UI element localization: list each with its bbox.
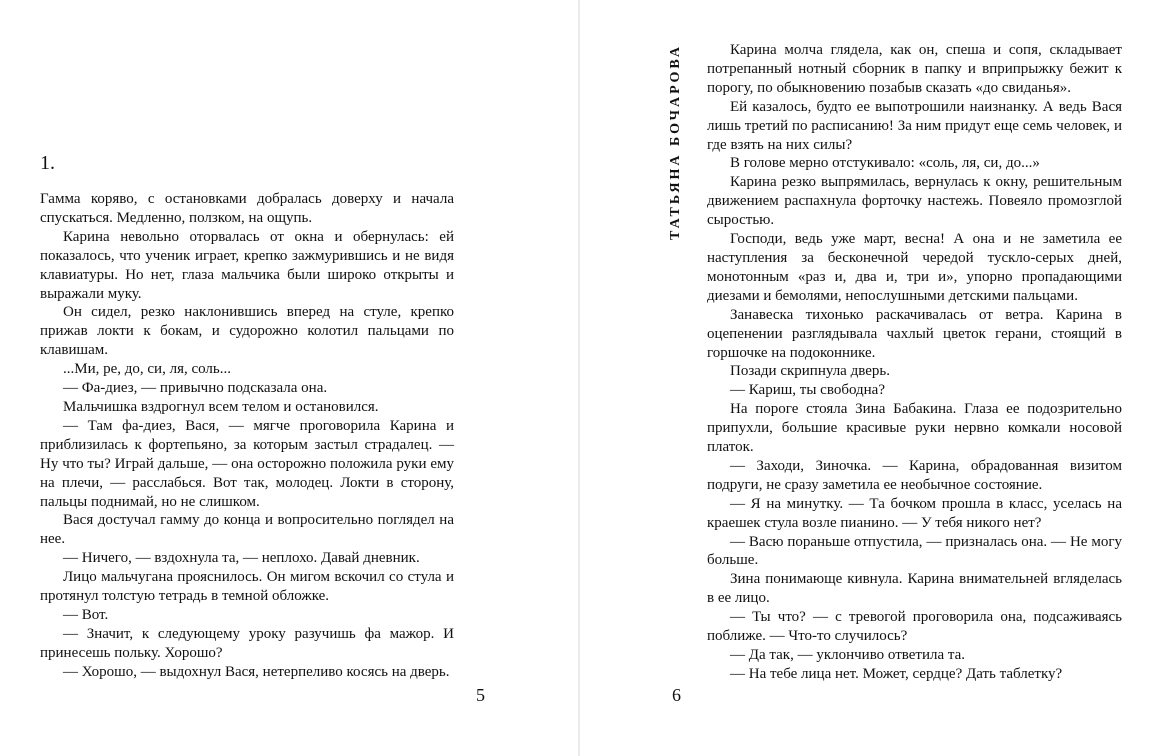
page-number: 6 [672,685,681,705]
paragraph: — Значит, к следующему уроку разучишь фа мажор. И принесешь польку. Хорошо? [40,625,454,661]
paragraph: — Фа-диез, — привычно подсказала она. [63,380,328,397]
paragraph: Зина понимающе кивнула. Карина внимательней вгляделась в ее лицо. [707,571,1122,607]
paragraph: Вася достучал гамму до конца и вопросительно поглядел на нее. [40,512,454,548]
paragraph: — Ничего, — вздохнула та, — неплохо. Давай дневник. [63,550,420,567]
paragraph: — Васю пораньше отпустила, — призналась она. — Не могу больше. [707,533,1122,569]
page-number: 5 [476,685,485,705]
paragraph: Карина резко выпрямилась, вернулась к окну, решительным движением распахнула форточку настежь. Повеяло промозглой сыростью. [707,174,1122,229]
right-page [580,0,1158,756]
paragraph: ...Ми, ре, до, си, ля, соль... [63,361,232,378]
left-page-body [40,190,454,682]
paragraph: — На тебе лица нет. Может, сердце? Дать таблетку? [730,665,1063,682]
paragraph: — Ты что? — с тревогой проговорила она, подсаживаясь поближе. — Что-то случилось? [707,609,1122,645]
paragraph: Господи, ведь уже март, весна! А она и не заметила ее наступления за бесконечной чередой тускло-серых дней, монотонным «раз и, два и, три и», упорно пропадающими диезами и бемолями, непослушными детскими пальцами. [707,231,1122,304]
paragraph: Лицо мальчугана прояснилось. Он мигом вскочил со стула и протянул толстую тетрадь в темной обложке. [40,569,454,605]
paragraph: Карина молча глядела, как он, спеша и сопя, складывает потрепанный нотный сборник в папку и вприпрыжку бежит к порогу, по обыкновению позабыв сказать «до свиданья». [707,42,1122,96]
right-page-body [707,41,1122,684]
paragraph: На пороге стояла Зина Бабакина. Глаза ее подозрительно припухли, большие красивые руки нервно комкали носовой платок. [707,401,1122,456]
paragraph: — Я на минутку. — Та бочком прошла в класс, уселась на краешек стула возле пианино. — У тебя никого нет? [707,495,1122,531]
paragraph: Позади скрипнула дверь. [730,363,890,380]
paragraph: Занавеска тихонько раскачивалась от ветра. Карина в оцепенении разглядывала чахлый цветок герани, стоящий в горшочке на подоконнике. [707,306,1122,361]
running-head-author: ТАТЬЯНА БОЧАРОВА [668,44,683,240]
paragraph: Ей казалось, будто ее выпотрошили наизнанку. А ведь Вася лишь третий по расписанию! За ним придут еще семь человек, и где взять на них силы? [707,98,1122,153]
paragraph: — Заходи, Зиночка. — Карина, обрадованная визитом подруги, не сразу заметила ее необычное состояние. [707,457,1122,493]
paragraph: — Вот. [63,606,109,623]
paragraph: — Хорошо, — выдохнул Вася, нетерпеливо косясь на дверь. [63,663,450,680]
paragraph: — Да так, — уклончиво ответила та. [730,647,966,663]
paragraph: Мальчишка вздрогнул всем телом и остановился. [63,398,379,415]
paragraph: Карина невольно оторвалась от окна и обернулась: ей показалось, что ученик играет, крепко зажмурившись и не видя клавиатуры. Но нет, глаза мальчика были широко открыты и выражали муку. [40,228,454,302]
paragraph: Он сидел, резко наклонившись вперед на стуле, крепко прижав локти к бокам, и судорожно колотил пальцами по клавишам. [40,304,454,359]
chapter-number: 1. [40,152,55,174]
paragraph: Гамма коряво, с остановками добралась доверху и начала спускаться. Медленно, ползком, на ощупь. [40,191,454,226]
paragraph: — Кариш, ты свободна? [730,382,885,399]
paragraph: — Там фа-диез, Вася, — мягче проговорила Карина и приблизилась к фортепьяно, за которым застыл страдалец. — Ну что ты? Играй дальше, — она осторожно положила руки ему на плечи, — расслабься. Вот так, молодец. Локти в сторону, пальцы поднимай, но не слишком. [40,417,454,510]
paragraph: В голове мерно отстукивало: «соль, ля, си, до...» [730,155,1040,172]
left-page [0,0,578,756]
